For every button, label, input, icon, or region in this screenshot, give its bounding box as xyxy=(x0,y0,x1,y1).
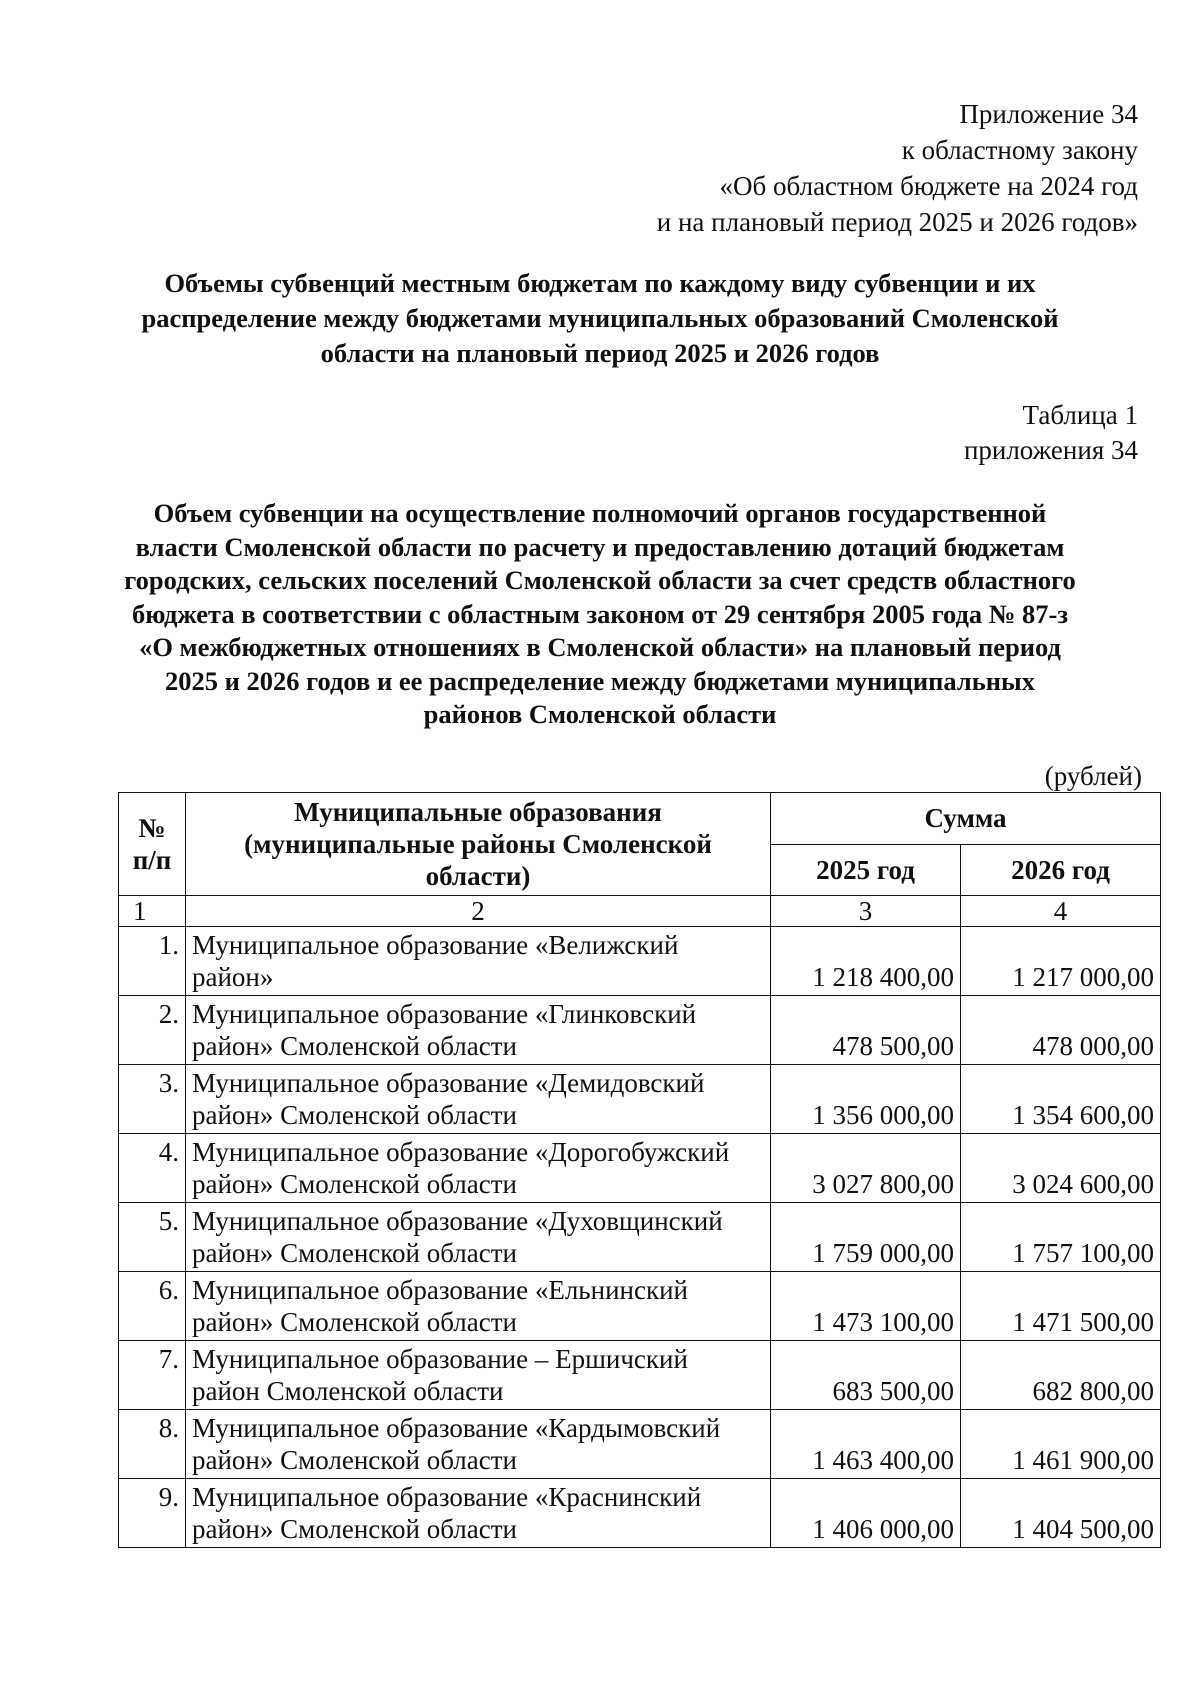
municipality-name xyxy=(186,1134,771,1203)
table-row xyxy=(119,927,1161,996)
table-ref-line: Таблица 1 xyxy=(1022,400,1138,430)
header-year-2025: 2025 год xyxy=(771,844,961,896)
amount-2025: 1 356 000,00 xyxy=(771,1065,961,1134)
municipality-name xyxy=(186,1203,771,1272)
annex-line: к областному закону xyxy=(901,135,1138,165)
municipality-name-line: район» xyxy=(192,962,274,992)
row-number: 9. xyxy=(119,1479,186,1548)
amount-2026: 1 471 500,00 xyxy=(961,1272,1161,1341)
header-municipality-line: области) xyxy=(425,861,531,891)
row-number: 8. xyxy=(119,1410,186,1479)
header-number-sign: № xyxy=(138,813,166,843)
municipality-name-line: район» Смоленской области xyxy=(192,1031,517,1061)
amount-2026: 478 000,00 xyxy=(961,996,1161,1065)
municipality-name-line: Муниципальное образование – Ершичский xyxy=(192,1344,688,1374)
municipality-name-line: Муниципальное образование «Краснинский xyxy=(192,1482,702,1512)
column-number: 1 xyxy=(119,896,186,927)
header-municipality-line: Муниципальные образования xyxy=(294,797,662,827)
header-municipality xyxy=(186,793,771,896)
main-title-line: распределение между бюджетами муниципальных образований Смоленской xyxy=(141,303,1059,333)
amount-2025: 1 473 100,00 xyxy=(771,1272,961,1341)
header-number xyxy=(119,793,186,896)
table-title xyxy=(100,497,1100,732)
amount-2025: 478 500,00 xyxy=(771,996,961,1065)
row-number: 4. xyxy=(119,1134,186,1203)
municipality-name-line: Муниципальное образование «Дорогобужский xyxy=(192,1137,730,1167)
municipality-name-line: район» Смоленской области xyxy=(192,1307,517,1337)
municipality-name-line: район» Смоленской области xyxy=(192,1238,517,1268)
amount-2026: 682 800,00 xyxy=(961,1341,1161,1410)
municipality-name-line: район» Смоленской области xyxy=(192,1445,517,1475)
table-row xyxy=(119,1065,1161,1134)
table-row xyxy=(119,1203,1161,1272)
municipality-name xyxy=(186,1479,771,1548)
table-row xyxy=(119,1341,1161,1410)
amount-2026: 1 354 600,00 xyxy=(961,1065,1161,1134)
column-number: 4 xyxy=(961,896,1161,927)
municipality-name-line: Муниципальное образование «Демидовский xyxy=(192,1068,705,1098)
annex-reference xyxy=(657,96,1138,240)
header-sum: Сумма xyxy=(771,793,1161,845)
row-number: 3. xyxy=(119,1065,186,1134)
table-row xyxy=(119,1134,1161,1203)
amount-2026: 1 217 000,00 xyxy=(961,927,1161,996)
municipality-name xyxy=(186,1272,771,1341)
table-row xyxy=(119,1272,1161,1341)
table-title-line: «О межбюджетных отношениях в Смоленской области» на плановый период xyxy=(139,632,1061,662)
main-title xyxy=(100,266,1100,371)
amount-2025: 1 406 000,00 xyxy=(771,1479,961,1548)
row-number: 7. xyxy=(119,1341,186,1410)
amount-2025: 3 027 800,00 xyxy=(771,1134,961,1203)
municipality-name xyxy=(186,1341,771,1410)
municipality-name-line: Муниципальное образование «Ельнинский xyxy=(192,1275,688,1305)
amount-2025: 683 500,00 xyxy=(771,1341,961,1410)
table-row xyxy=(119,1479,1161,1548)
header-number-abbr: п/п xyxy=(132,845,172,875)
table-title-line: Объем субвенции на осуществление полномочий органов государственной xyxy=(153,498,1047,528)
amount-2026: 1 404 500,00 xyxy=(961,1479,1161,1548)
municipality-name-line: район» Смоленской области xyxy=(192,1169,517,1199)
row-number: 1. xyxy=(119,927,186,996)
row-number: 5. xyxy=(119,1203,186,1272)
subvention-table xyxy=(118,792,1161,1548)
units-label: (рублей) xyxy=(1044,761,1142,791)
column-number: 3 xyxy=(771,896,961,927)
annex-line: Приложение 34 xyxy=(959,99,1138,129)
column-number: 2 xyxy=(186,896,771,927)
amount-2026: 1 461 900,00 xyxy=(961,1410,1161,1479)
table-header-row xyxy=(119,793,1161,845)
amount-2025: 1 759 000,00 xyxy=(771,1203,961,1272)
annex-line: и на плановый период 2025 и 2026 годов» xyxy=(656,207,1138,237)
table-title-line: районов Смоленской области xyxy=(423,699,777,729)
municipality-name-line: Муниципальное образование «Глинковский xyxy=(192,999,697,1029)
municipality-name xyxy=(186,996,771,1065)
row-number: 2. xyxy=(119,996,186,1065)
municipality-name xyxy=(186,1065,771,1134)
row-number: 6. xyxy=(119,1272,186,1341)
table-title-line: бюджета в соответствии с областным законом от 29 сентября 2005 года № 87-з xyxy=(131,598,1068,629)
municipality-name-line: район» Смоленской области xyxy=(192,1514,517,1544)
main-title-line: области на плановый период 2025 и 2026 годов xyxy=(320,338,880,368)
municipality-name-line: район Смоленской области xyxy=(192,1376,504,1406)
table-row xyxy=(119,1410,1161,1479)
header-municipality-line: (муниципальные районы Смоленской xyxy=(244,829,712,859)
header-year-2026: 2026 год xyxy=(961,844,1161,896)
column-number-row xyxy=(119,896,1161,927)
municipality-name xyxy=(186,927,771,996)
amount-2026: 3 024 600,00 xyxy=(961,1134,1161,1203)
amount-2025: 1 463 400,00 xyxy=(771,1410,961,1479)
table-title-line: власти Смоленской области по расчету и предоставлению дотаций бюджетам xyxy=(135,531,1065,562)
table-row xyxy=(119,996,1161,1065)
municipality-name-line: район» Смоленской области xyxy=(192,1100,517,1130)
table-reference xyxy=(964,398,1138,468)
municipality-name-line: Муниципальное образование «Духовщинский xyxy=(192,1206,723,1236)
municipality-name-line: Муниципальное образование «Кардымовский xyxy=(192,1413,721,1443)
table-title-line: 2025 и 2026 годов и ее распределение между бюджетами муниципальных xyxy=(165,665,1035,696)
amount-2025: 1 218 400,00 xyxy=(771,927,961,996)
table-title-line: городских, сельских поселений Смоленской области за счет средств областного xyxy=(124,565,1076,595)
annex-line: «Об областном бюджете на 2024 год xyxy=(719,171,1138,201)
table-ref-line: приложения 34 xyxy=(963,435,1138,465)
main-title-line: Объемы субвенций местным бюджетам по каждому виду субвенции и их xyxy=(164,268,1036,298)
municipality-name-line: Муниципальное образование «Велижский xyxy=(192,930,679,960)
amount-2026: 1 757 100,00 xyxy=(961,1203,1161,1272)
municipality-name xyxy=(186,1410,771,1479)
